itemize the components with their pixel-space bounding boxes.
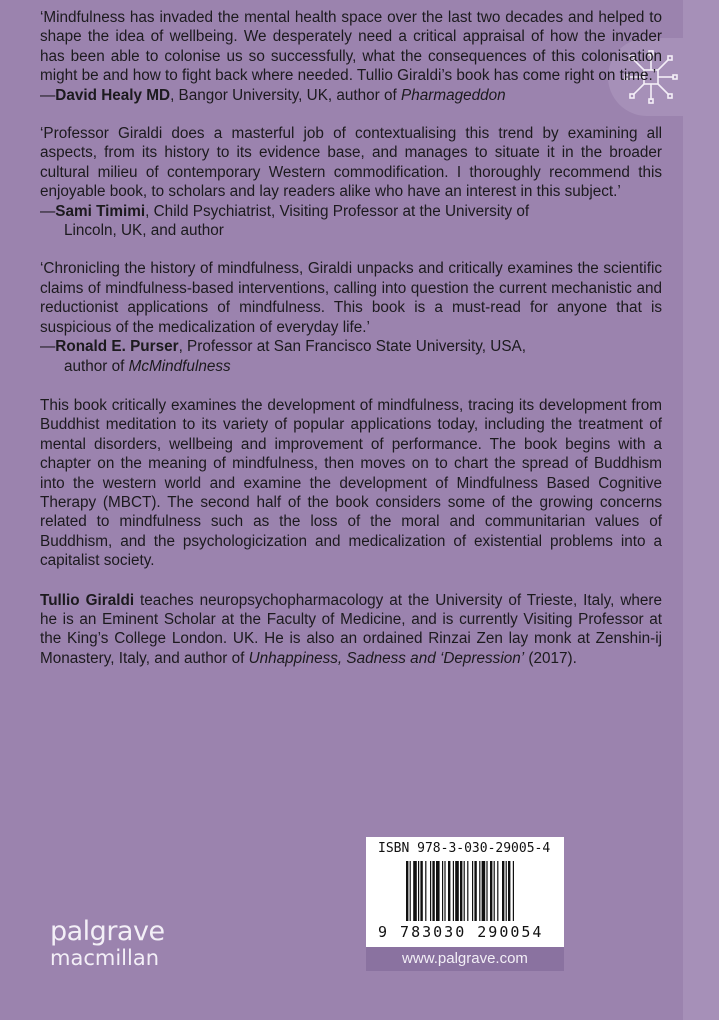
quote-text: ‘Mindfulness has invaded the mental health space over the last two decades and helped to shape the idea of wellbeing. We desperately need a critical appraisal of how the invader has been able to colonise us so successfully, what the consequences of this colonisation might be and how to fight back where needed. Tullio Giraldi’s book has come right on time.’: [40, 9, 662, 85]
endorser-affiliation-cont: Lincoln, UK, and author: [64, 222, 224, 240]
barcode-bar: [420, 861, 422, 921]
barcode-bar: [464, 861, 465, 921]
endorser-affiliation: , Professor at San Francisco State University, USA,: [178, 338, 526, 356]
barcode-bar: [442, 861, 443, 921]
barcode-bar: [425, 861, 426, 921]
barcode-bar: [410, 861, 411, 921]
quote-text: ‘Professor Giraldi does a masterful job of contextualising this trend by examining all aspects, from its history to its evidence base, and manages to situate it in the broader cultural milieu of contemporary Western commodification. I thoroughly recommend this enjoyable book, to scholars and lay readers alike who have an interest in this subject.’: [40, 125, 662, 201]
barcode-bar: [508, 861, 510, 921]
description-text: This book critically examines the development of mindfulness, tracing its development from Buddhist meditation to its variety of popular applications today, including the treatment of mental disorders, wellbeing and improvement of performance. The book begins with a chapter on the meaning of mindfulness, then moves on to chart the spread of Buddhism into the western world and examine the development of Mindfulness Based Cognitive Therapy (MBCT). The second half of the book considers some of the growing concerns related to mindfulness such as the loss of the moral and communitarian values of Buddhism, and the psychologicization and medicalization of existential problems into a capitalist society.: [40, 396, 662, 570]
publisher-logo: [50, 918, 165, 970]
quote-text: ‘Chronicling the history of mindfulness, Giraldi unpacks and critically examines the scientific claims of mindfulness-based interventions, calling into question the current mechanistic and reductionist applications of mindfulness. This book is a must-read for anyone that is suspicious of the medicalization of everyday life.’: [40, 260, 662, 336]
dash: —: [40, 338, 56, 356]
barcode-bar: [482, 861, 486, 921]
book-description: [40, 396, 662, 571]
barcode-bar: [490, 861, 492, 921]
author-bio: [40, 591, 662, 669]
endorsement-1: [40, 8, 662, 105]
barcode-bars: [406, 861, 558, 921]
barcode-bar: [448, 861, 450, 921]
text-column: [40, 8, 662, 668]
endorser-name: Ronald E. Purser: [55, 338, 179, 356]
barcode-bar: [418, 861, 419, 921]
dash: —: [40, 86, 56, 104]
barcode-bar: [486, 861, 487, 921]
barcode-bar: [497, 861, 498, 921]
isbn-text: ISBN 978-3-030-29005-4: [378, 841, 551, 856]
spine-strip: [683, 0, 719, 1020]
barcode-bar: [413, 861, 417, 921]
publisher-line1: palgrave: [50, 916, 165, 947]
endorser-name: David Healy MD: [55, 86, 171, 104]
endorser-work: Pharmageddon: [401, 86, 506, 104]
endorser-affiliation: , Bangor University, UK, author of: [170, 86, 402, 104]
endorser-affiliation: , Child Psychiatrist, Visiting Professor at the University of: [145, 202, 530, 220]
endorsement-3: [40, 259, 662, 375]
barcode-bar: [455, 861, 459, 921]
barcode-bar: [506, 861, 507, 921]
dash: —: [40, 202, 56, 220]
author-name: Tullio Giraldi: [40, 591, 135, 609]
website-url: www.palgrave.com: [366, 947, 564, 971]
barcode-bar: [432, 861, 434, 921]
barcode-bar: [467, 861, 468, 921]
barcode-bar: [444, 861, 445, 921]
bio-tail: (2017).: [524, 649, 577, 667]
barcode-bar: [406, 861, 408, 921]
barcode-bar: [460, 861, 462, 921]
endorsement-2: [40, 124, 662, 240]
isbn-barcode: [366, 837, 564, 947]
barcode-bar: [502, 861, 504, 921]
publisher-line2: macmillan: [50, 946, 160, 970]
barcode-bar: [472, 861, 473, 921]
endorser-name: Sami Timimi: [55, 202, 146, 220]
barcode-bar: [513, 861, 514, 921]
barcode-bar: [453, 861, 454, 921]
barcode-bar: [494, 861, 495, 921]
barcode-bar: [474, 861, 476, 921]
author-work: Unhappiness, Sadness and ‘Depression’: [248, 649, 525, 667]
barcode-bar: [430, 861, 431, 921]
endorser-work: McMindfulness: [128, 357, 231, 375]
endorser-affiliation-cont: author of: [64, 357, 129, 375]
barcode-bar: [436, 861, 440, 921]
bio-text: teaches neuropsychopharmacology at the University of Trieste, Italy, where he is an Eminent Scholar at the Faculty of Medicine, and is currently Visiting Professor at the King’s College London. UK. He is also an ordained Rinzai Zen lay monk at Zenshin-ij Monastery, Italy, and author of: [40, 591, 662, 667]
barcode-bar: [479, 861, 480, 921]
barcode-digits: 9 783030 290054: [378, 923, 544, 941]
